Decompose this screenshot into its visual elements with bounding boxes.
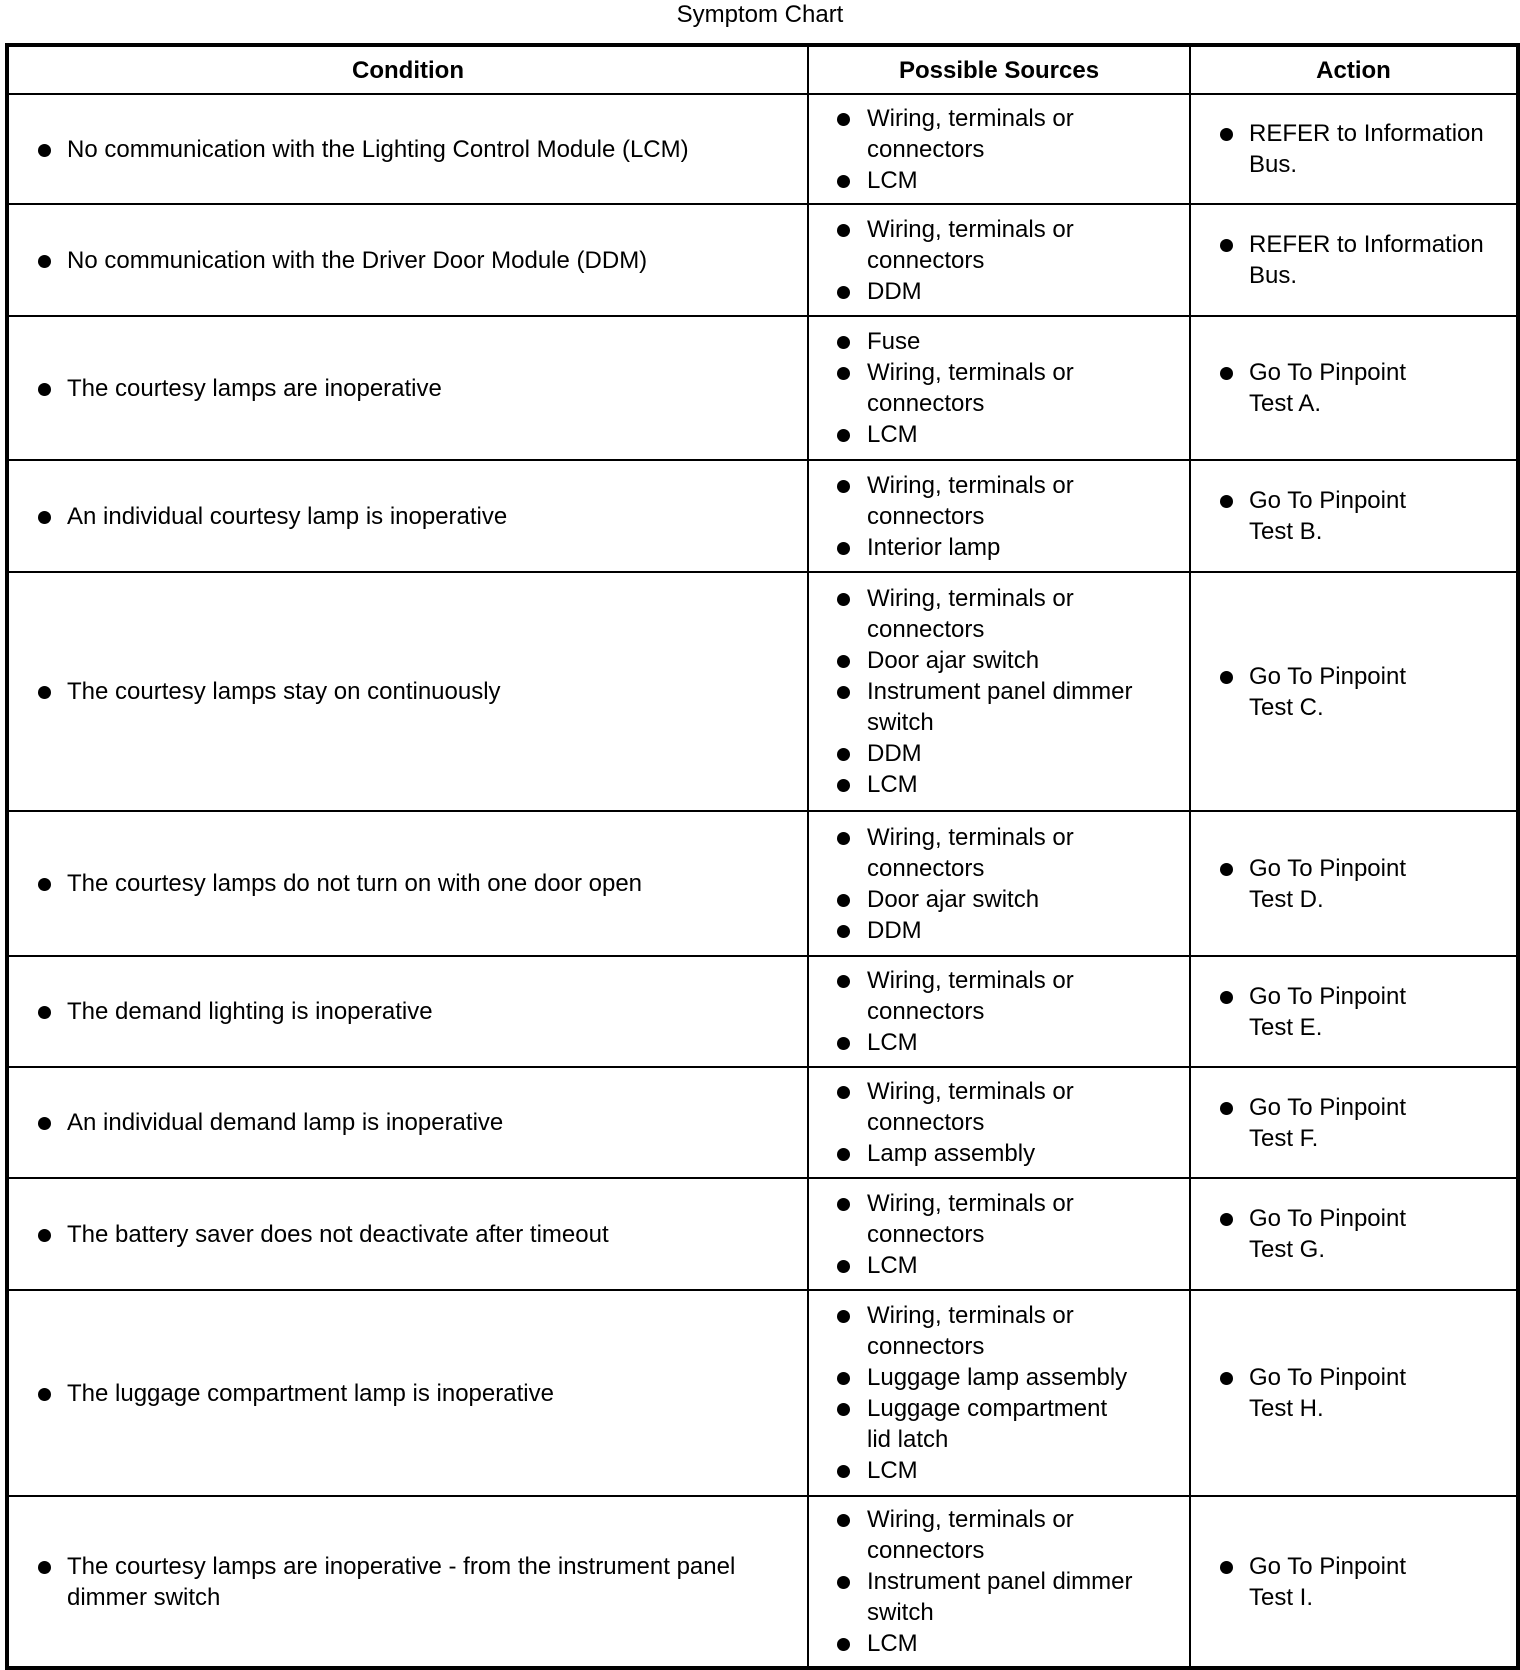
list-item: Wiring, terminals or connectors: [809, 822, 1137, 884]
list-item: The courtesy lamps do not turn on with one door open: [9, 868, 807, 899]
action-cell: [1190, 572, 1518, 811]
list-item: DDM: [809, 738, 1137, 769]
list-item: Wiring, terminals or connectors: [809, 583, 1137, 645]
condition-cell: [7, 94, 808, 204]
action-cell: [1190, 1067, 1518, 1178]
sources-cell: [808, 1496, 1190, 1668]
list-item: Door ajar switch: [809, 645, 1137, 676]
action-cell: [1190, 94, 1518, 204]
list-item: Wiring, terminals or connectors: [809, 470, 1137, 532]
list-item: Go To Pinpoint Test A.: [1191, 357, 1439, 419]
list-item: The courtesy lamps are inoperative - from the instrument panel dimmer switch: [9, 1551, 807, 1613]
condition-cell: [7, 1067, 808, 1178]
action-cell: [1190, 1496, 1518, 1668]
list-item: LCM: [809, 165, 1137, 196]
condition-cell: [7, 956, 808, 1067]
table-row: [7, 1178, 1518, 1290]
list-item: An individual demand lamp is inoperative: [9, 1107, 807, 1138]
list-item: DDM: [809, 915, 1137, 946]
condition-cell: [7, 1496, 808, 1668]
condition-cell: [7, 316, 808, 460]
list-item: The luggage compartment lamp is inoperative: [9, 1378, 807, 1409]
condition-cell: [7, 572, 808, 811]
list-item: LCM: [809, 769, 1137, 800]
list-item: Wiring, terminals or connectors: [809, 214, 1137, 276]
table-row: [7, 204, 1518, 316]
sources-cell: [808, 1290, 1190, 1496]
list-item: LCM: [809, 1027, 1137, 1058]
list-item: REFER to Information Bus.: [1191, 118, 1516, 180]
list-item: The courtesy lamps are inoperative: [9, 373, 807, 404]
action-cell: [1190, 316, 1518, 460]
action-cell: [1190, 1290, 1518, 1496]
list-item: Luggage compartment lid latch: [809, 1393, 1137, 1455]
table-row: [7, 1290, 1518, 1496]
list-item: Door ajar switch: [809, 884, 1137, 915]
sources-cell: [808, 1178, 1190, 1290]
sources-cell: [808, 204, 1190, 316]
list-item: LCM: [809, 1628, 1137, 1659]
list-item: Go To Pinpoint Test B.: [1191, 485, 1439, 547]
list-item: Wiring, terminals or connectors: [809, 1504, 1137, 1566]
sources-cell: [808, 572, 1190, 811]
header-row: [7, 45, 1518, 94]
list-item: Wiring, terminals or connectors: [809, 1188, 1137, 1250]
table-row: [7, 94, 1518, 204]
list-item: Interior lamp: [809, 532, 1137, 563]
header-sources: Possible Sources: [808, 45, 1190, 94]
condition-cell: [7, 460, 808, 572]
table-row: [7, 1067, 1518, 1178]
table-row: [7, 572, 1518, 811]
action-cell: [1190, 811, 1518, 956]
chart-title: Symptom Chart: [676, 1, 844, 28]
table-row: [7, 956, 1518, 1067]
list-item: Go To Pinpoint Test F.: [1191, 1092, 1439, 1154]
sources-cell: [808, 460, 1190, 572]
symptom-table: [5, 43, 1520, 1670]
list-item: Lamp assembly: [809, 1138, 1137, 1169]
list-item: LCM: [809, 1250, 1137, 1281]
action-cell: [1190, 204, 1518, 316]
action-cell: [1190, 956, 1518, 1067]
condition-cell: [7, 204, 808, 316]
list-item: The courtesy lamps stay on continuously: [9, 676, 807, 707]
list-item: Instrument panel dimmer switch: [809, 1566, 1137, 1628]
header-action: Action: [1190, 45, 1518, 94]
sources-cell: [808, 956, 1190, 1067]
list-item: Luggage lamp assembly: [809, 1362, 1137, 1393]
list-item: Go To Pinpoint Test D.: [1191, 853, 1439, 915]
list-item: Go To Pinpoint Test G.: [1191, 1203, 1439, 1265]
list-item: Go To Pinpoint Test E.: [1191, 981, 1439, 1043]
condition-cell: [7, 811, 808, 956]
list-item: LCM: [809, 419, 1137, 450]
list-item: No communication with the Lighting Control Module (LCM): [9, 134, 807, 165]
condition-cell: [7, 1290, 808, 1496]
sources-cell: [808, 1067, 1190, 1178]
condition-cell: [7, 1178, 808, 1290]
action-cell: [1190, 460, 1518, 572]
list-item: An individual courtesy lamp is inoperative: [9, 501, 807, 532]
table-row: [7, 316, 1518, 460]
list-item: REFER to Information Bus.: [1191, 229, 1516, 291]
list-item: Wiring, terminals or connectors: [809, 1076, 1137, 1138]
list-item: Go To Pinpoint Test C.: [1191, 661, 1439, 723]
list-item: Wiring, terminals or connectors: [809, 965, 1137, 1027]
list-item: Go To Pinpoint Test H.: [1191, 1362, 1439, 1424]
table-row: [7, 1496, 1518, 1668]
list-item: DDM: [809, 276, 1137, 307]
list-item: LCM: [809, 1455, 1137, 1486]
list-item: The demand lighting is inoperative: [9, 996, 807, 1027]
list-item: The battery saver does not deactivate after timeout: [9, 1219, 807, 1250]
table-row: [7, 460, 1518, 572]
list-item: Instrument panel dimmer switch: [809, 676, 1137, 738]
sources-cell: [808, 811, 1190, 956]
action-cell: [1190, 1178, 1518, 1290]
sources-cell: [808, 316, 1190, 460]
list-item: No communication with the Driver Door Module (DDM): [9, 245, 807, 276]
list-item: Wiring, terminals or connectors: [809, 357, 1137, 419]
list-item: Go To Pinpoint Test I.: [1191, 1551, 1439, 1613]
header-condition: Condition: [7, 45, 808, 94]
list-item: Wiring, terminals or connectors: [809, 1300, 1137, 1362]
table-row: [7, 811, 1518, 956]
sources-cell: [808, 94, 1190, 204]
list-item: Wiring, terminals or connectors: [809, 103, 1137, 165]
list-item: Fuse: [809, 326, 1137, 357]
